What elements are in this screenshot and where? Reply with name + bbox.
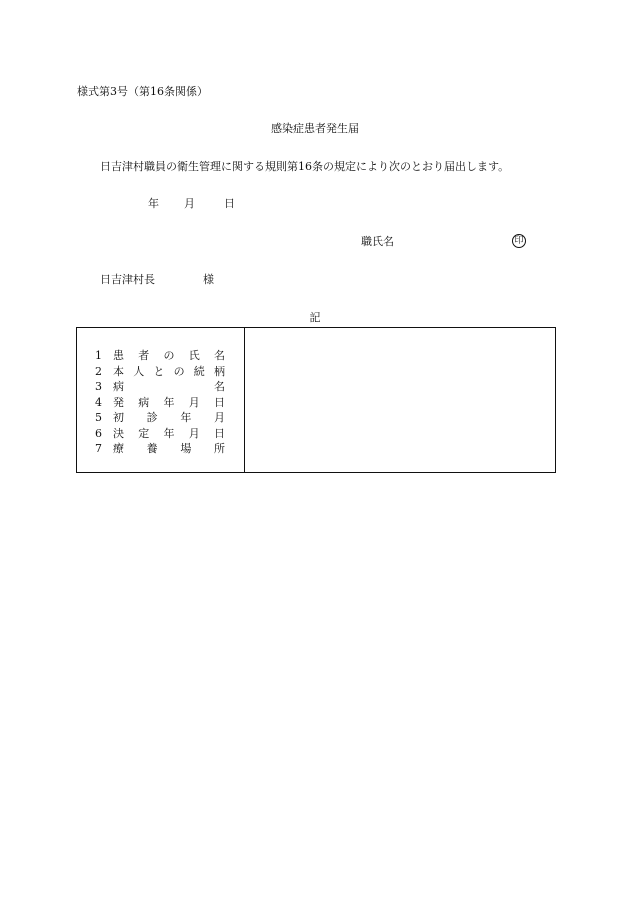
item-label-char: 名: [214, 349, 225, 362]
form-number: 様式第3号（第16条関係）: [77, 85, 208, 98]
item-number: 6: [95, 426, 102, 440]
item-label-char: 決: [113, 426, 124, 440]
item-label-char: 人: [133, 364, 145, 378]
item-label: [113, 441, 225, 457]
item-label-char: 場: [180, 442, 192, 455]
item-label-char: 療: [113, 442, 124, 455]
month-label: 月: [184, 197, 195, 210]
item-label-char: 月: [188, 395, 200, 409]
item-number: 3: [95, 380, 102, 393]
table-divider: [244, 328, 245, 472]
item-label-char: 所: [213, 442, 225, 455]
item-label-char: 年: [180, 411, 192, 424]
item-label-char: 続: [193, 364, 205, 378]
item-label-char: 月: [213, 411, 225, 424]
form-title: 感染症患者発生届: [271, 122, 359, 135]
item-label-char: 診: [146, 411, 158, 424]
item-label-char: と: [153, 364, 165, 378]
list-item: [95, 348, 225, 364]
list-item: [95, 426, 225, 442]
item-label-char: 年: [163, 395, 175, 409]
item-label-char: 者: [138, 349, 150, 362]
item-label: [113, 426, 225, 442]
item-label-char: 名: [214, 380, 225, 393]
day-label: 日: [224, 197, 235, 210]
item-label: [113, 410, 225, 426]
list-item: [95, 395, 225, 411]
item-label: [113, 348, 225, 364]
item-label-char: 養: [146, 442, 158, 455]
item-label-char: の: [173, 364, 185, 378]
addressee: [100, 273, 214, 287]
item-label-char: 初: [113, 411, 124, 424]
list-item: [95, 410, 225, 426]
item-label-char: 柄: [213, 364, 225, 378]
item-label: [113, 379, 225, 395]
item-label-char: の: [163, 349, 175, 362]
body-text: 日吉津村職員の衛生管理に関する規則第16条の規定により次のとおり届出します。: [100, 160, 510, 173]
list-item: [95, 364, 225, 380]
addressee-name: 日吉津村長: [100, 273, 155, 286]
item-label-char: 病: [113, 380, 124, 393]
item-number: 1: [95, 349, 102, 362]
item-label-char: 本: [113, 364, 124, 378]
year-label: 年: [148, 197, 159, 210]
item-label-char: 患: [113, 349, 124, 362]
item-label-char: 月: [188, 426, 200, 440]
item-label-char: 年: [163, 426, 175, 440]
staff-name-label: 職氏名: [361, 235, 394, 248]
item-number: 2: [95, 364, 102, 378]
date-row: [148, 197, 235, 211]
item-number: 4: [95, 395, 102, 409]
item-label-char: 氏: [188, 349, 200, 362]
items-list: [95, 348, 225, 457]
item-label-char: 日: [214, 426, 225, 440]
item-label: [113, 395, 225, 411]
list-item: [95, 441, 225, 457]
item-number: 5: [95, 411, 102, 424]
ki-heading: 記: [309, 311, 321, 324]
item-label-char: 日: [214, 395, 225, 409]
addressee-honorific: 様: [203, 273, 214, 286]
item-label: [113, 364, 225, 380]
seal-mark: 印: [512, 234, 526, 248]
list-item: [95, 379, 225, 395]
item-number: 7: [95, 442, 102, 455]
item-label-char: 発: [113, 395, 124, 409]
item-label-char: 病: [138, 395, 150, 409]
item-label-char: 定: [138, 426, 150, 440]
items-table: [76, 327, 556, 473]
